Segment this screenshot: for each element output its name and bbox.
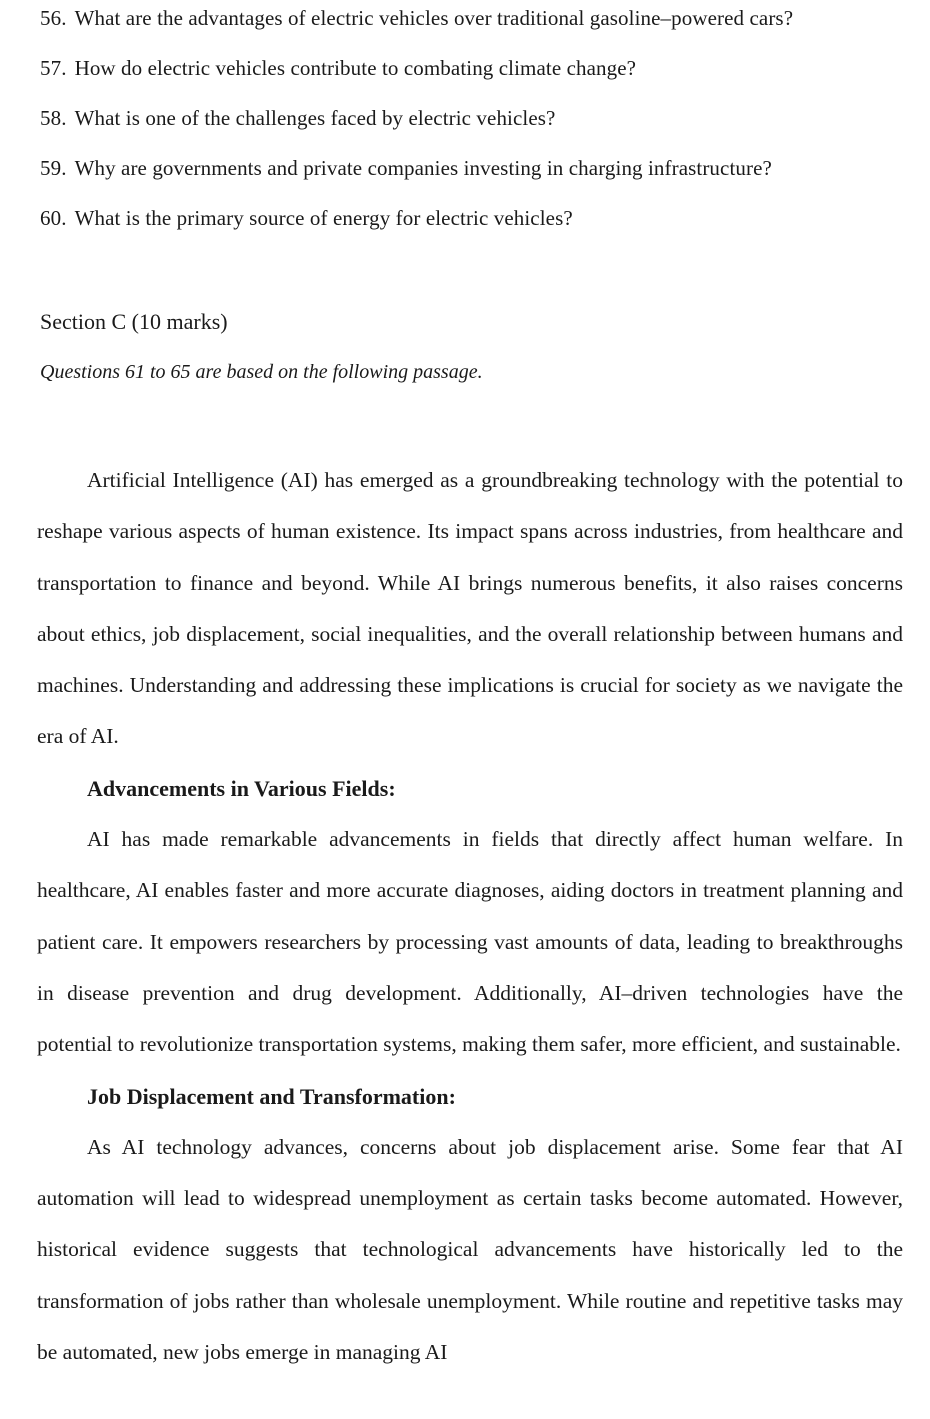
- section-title: Section C: [40, 309, 127, 334]
- question-item: [40, 104, 910, 154]
- question-item: [40, 54, 910, 104]
- passage-heading: Advancements in Various Fields:: [87, 775, 396, 801]
- question-number: 56.: [40, 6, 67, 30]
- question-list: [40, 4, 910, 254]
- section-instruction: Questions 61 to 65 are based on the following passage.: [40, 361, 483, 383]
- section-marks: (10 marks): [131, 309, 228, 334]
- question-item: [40, 204, 910, 254]
- question-text: What are the advantages of electric vehicles over traditional gasoline–powered cars?: [74, 6, 794, 30]
- reading-passage: [37, 455, 903, 1378]
- question-item: [40, 4, 910, 54]
- question-text: What is one of the challenges faced by electric vehicles?: [74, 106, 556, 130]
- question-number: 60.: [40, 206, 67, 230]
- question-number: 59.: [40, 156, 67, 180]
- passage-paragraph: As AI technology advances, concerns about job displacement arise. Some fear that AI automation will lead to widespread unemployment as certain tasks become automated. However, historical evidence suggests that technological advancements have historically led to the transformation of jobs rather than wholesale unemployment. While routine and repetitive tasks may be automated, new jobs emerge in managing AI: [37, 1134, 903, 1365]
- passage-heading: Job Displacement and Transformation:: [87, 1083, 456, 1109]
- passage-intro: Artificial Intelligence (AI) has emerged as a groundbreaking technology with the potential to reshape various aspects of human existence. Its impact spans across industries, from healthcare and transportation to finance and beyond. While AI brings numerous benefits, it also raises concerns about ethics, job displacement, social inequalities, and the overall relationship between humans and machines. Understanding and addressing these implications is crucial for society as we navigate the era of AI.: [37, 468, 903, 749]
- passage-paragraph: AI has made remarkable advancements in fields that directly affect human welfare. In healthcare, AI enables faster and more accurate diagnoses, aiding doctors in treatment planning and patient care. It empowers researchers by processing vast amounts of data, leading to breakthroughs in disease prevention and drug development. Additionally, AI–driven technologies have the potential to revolutionize transportation systems, making them safer, more efficient, and sustainable.: [37, 827, 903, 1057]
- section-heading: [40, 307, 228, 337]
- question-number: 58.: [40, 106, 67, 130]
- question-text: Why are governments and private companies investing in charging infrastructure?: [74, 156, 772, 180]
- question-text: How do electric vehicles contribute to combating climate change?: [74, 56, 637, 80]
- question-number: 57.: [40, 56, 67, 80]
- question-item: [40, 154, 910, 204]
- question-text: What is the primary source of energy for electric vehicles?: [74, 206, 573, 230]
